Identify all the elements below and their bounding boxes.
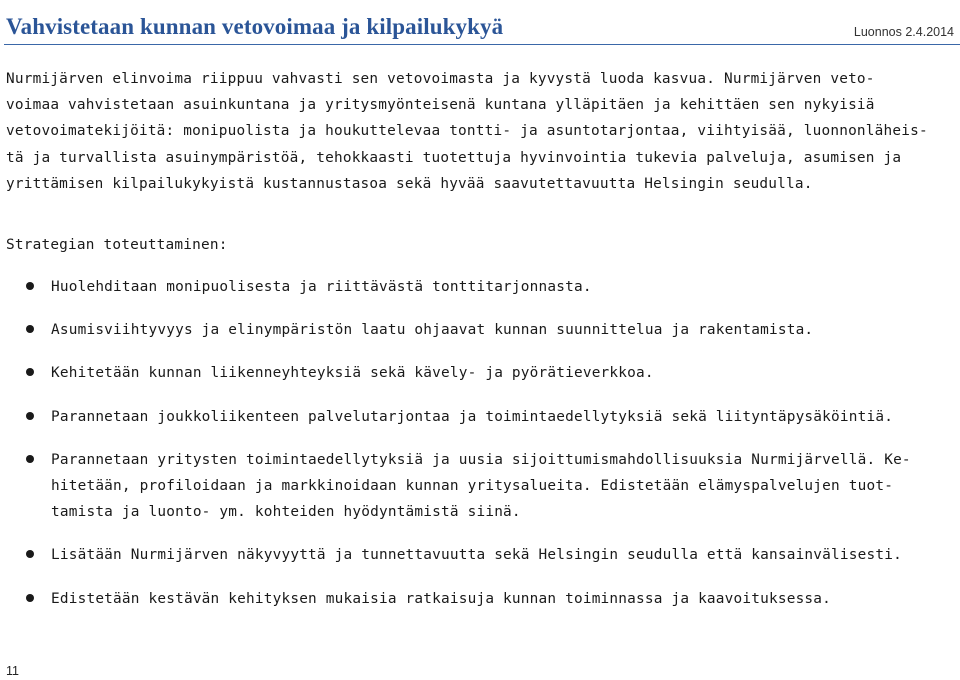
- bullet-icon: [26, 412, 34, 420]
- strategy-item-text: hitetään, profiloidaan ja markkinoidaan kunnan yritysalueita. Edistetään elämyspalvelujen tuot-: [51, 478, 894, 495]
- strategy-item-text: Lisätään Nurmijärven näkyvyyttä ja tunnettavuutta sekä Helsingin seudulla että kansainvälisesti.: [51, 547, 902, 564]
- bullet-icon: [26, 455, 34, 463]
- strategy-heading: Strategian toteuttaminen:: [6, 237, 228, 253]
- strategy-item: [0, 586, 948, 612]
- strategy-item: [0, 404, 948, 430]
- page-title: Vahvistetaan kunnan vetovoimaa ja kilpailukykyä: [6, 14, 504, 39]
- intro-line: tä ja turvallista asuinympäristöä, tehokkaasti tuotettuja hyvinvointia tukevia palveluja, asumisen ja: [6, 149, 902, 166]
- bullet-icon: [26, 282, 34, 290]
- intro-line: yrittämisen kilpailukykyistä kustannustasoa sekä hyvää saavutettavuutta Helsingin seudulla.: [6, 175, 813, 192]
- strategy-item: [0, 447, 948, 526]
- intro-line: voimaa vahvistetaan asuinkuntana ja yritysmyönteisenä kuntana ylläpitäen ja kehittäen sen nykyisiä: [6, 97, 875, 114]
- document-version: Luonnos 2.4.2014: [853, 25, 954, 39]
- strategy-item-text: Asumisviihtyvyys ja elinympäristön laatu ohjaavat kunnan suunnittelua ja rakentamista.: [51, 322, 814, 339]
- strategy-item: [0, 360, 948, 386]
- bullet-icon: [26, 325, 34, 333]
- strategy-item-text: Kehitetään kunnan liikenneyhteyksiä sekä kävely- ja pyörätieverkkoa.: [51, 365, 654, 382]
- intro-line: Nurmijärven elinvoima riippuu vahvasti sen vetovoimasta ja kyvystä luoda kasvua. Nurmijärven veto-: [6, 71, 875, 87]
- strategy-item-text: Huolehditaan monipuolisesta ja riittävästä tonttitarjonnasta.: [51, 279, 592, 295]
- bullet-icon: [26, 594, 34, 602]
- intro-paragraph: [6, 66, 954, 197]
- header-divider: [4, 44, 960, 45]
- strategy-item-text: Edistetään kestävän kehityksen mukaisia ratkaisuja kunnan toiminnassa ja kaavoituksessa.: [51, 590, 832, 607]
- page-number: 11: [6, 664, 19, 678]
- bullet-icon: [26, 550, 34, 558]
- strategy-item-text: tamista ja luonto- ym. kohteiden hyödyntämistä siinä.: [51, 504, 521, 521]
- strategy-item: [0, 317, 948, 343]
- strategy-item: [0, 542, 948, 568]
- intro-line: vetovoimatekijöitä: monipuolista ja houkuttelevaa tontti- ja asuntotarjontaa, viihtyisää, luonnonläheis-: [6, 123, 928, 140]
- strategy-item-text: Parannetaan yritysten toimintaedellytyksiä ja uusia sijoittumismahdollisuuksia Nurmijärvellä. Ke-: [51, 451, 911, 468]
- strategy-item-text: Parannetaan joukkoliikenteen palvelutarjontaa ja toimintaedellytyksiä sekä liityntäpysäköintiä.: [51, 408, 894, 425]
- bullet-icon: [26, 368, 34, 376]
- strategy-item: [0, 274, 948, 300]
- strategy-list: [0, 257, 948, 612]
